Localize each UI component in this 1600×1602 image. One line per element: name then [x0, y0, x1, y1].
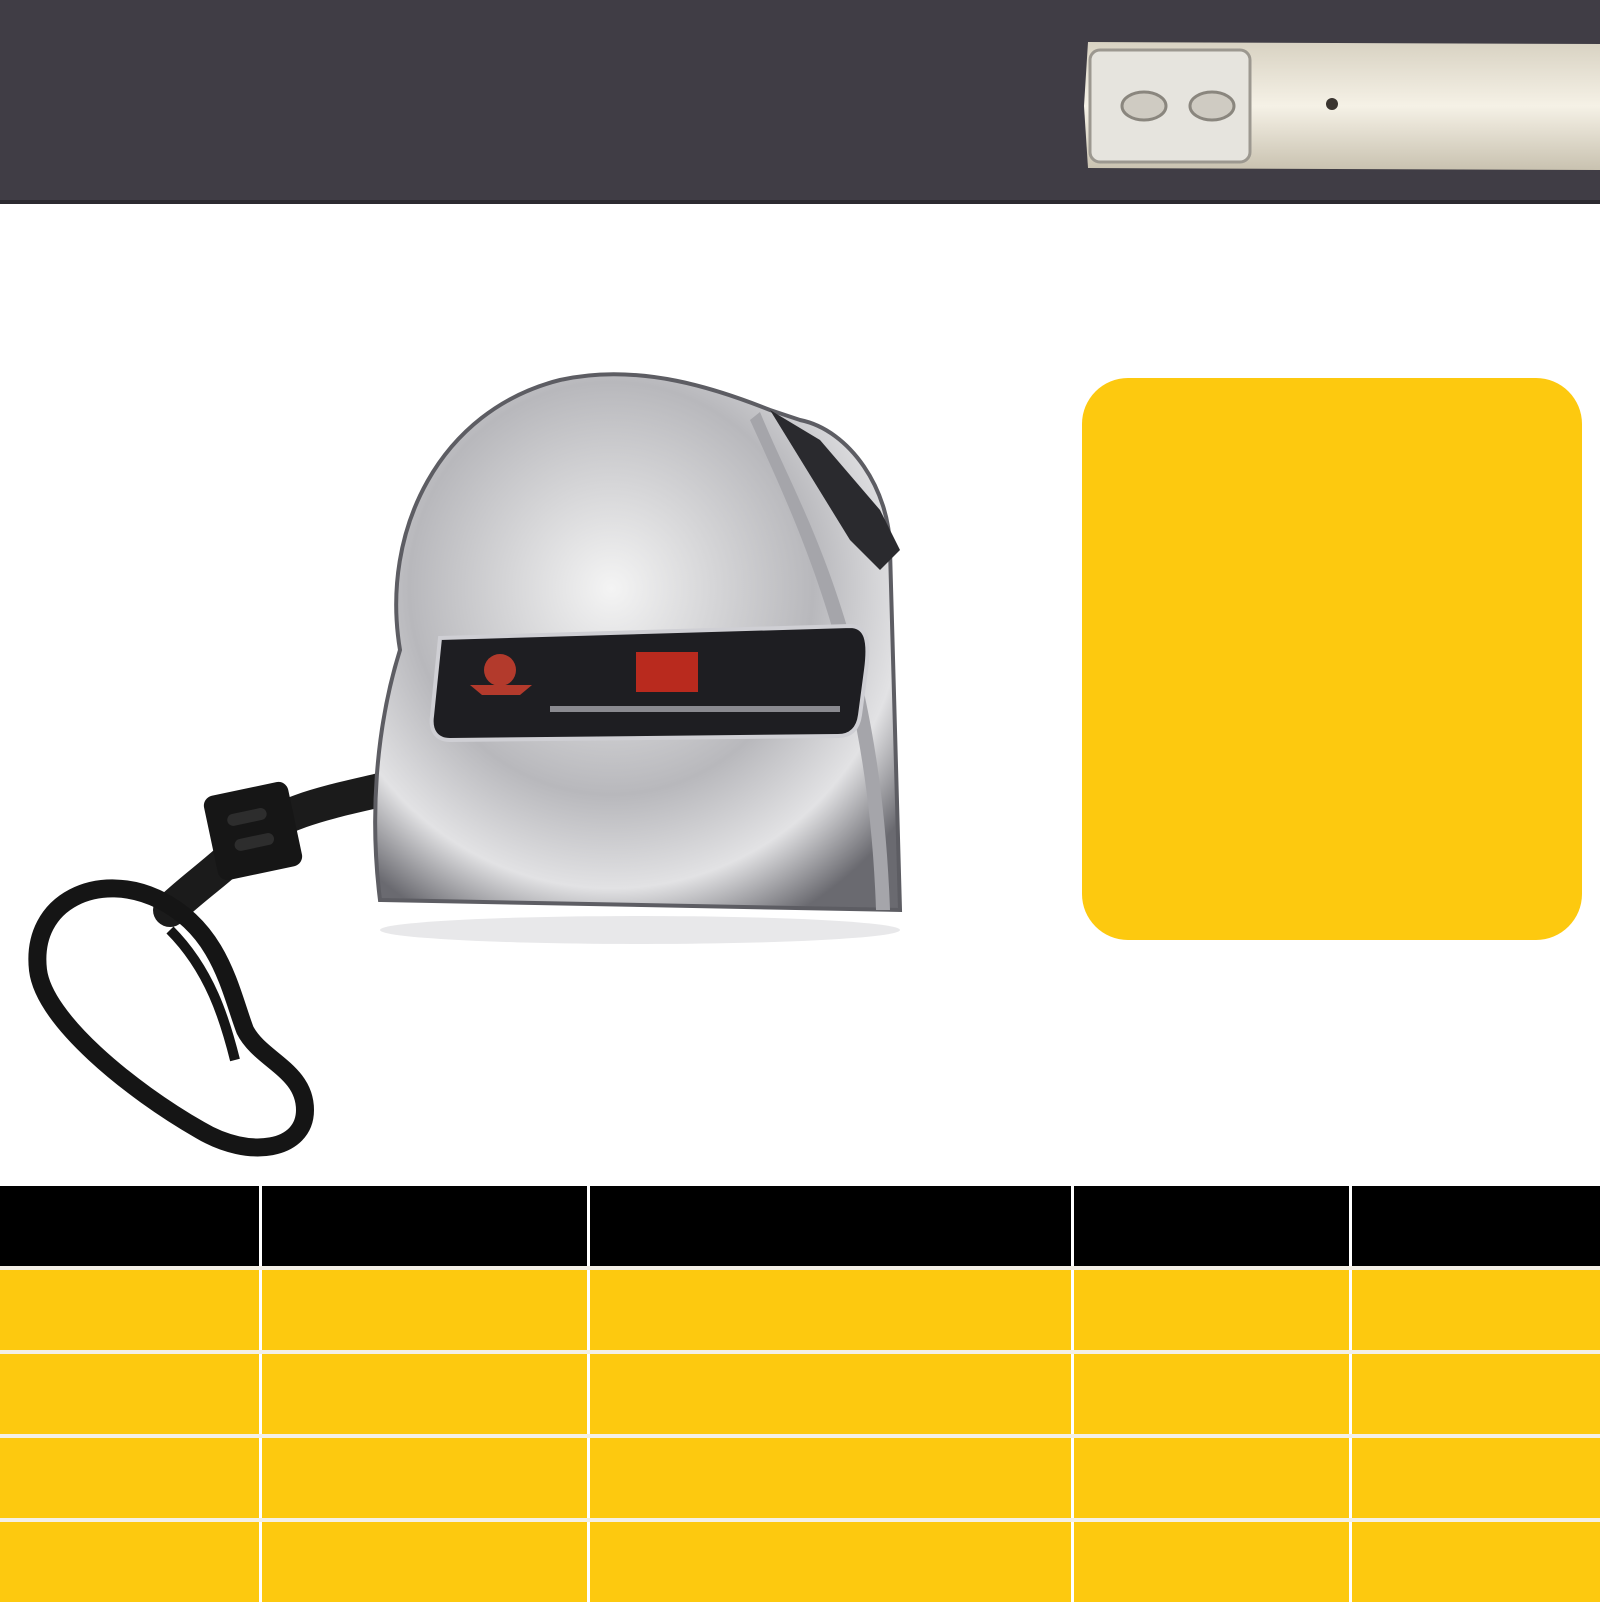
table-cell	[260, 1436, 588, 1520]
table-cell	[0, 1352, 260, 1436]
table-cell	[260, 1268, 588, 1352]
table-cell	[1350, 1268, 1600, 1352]
table-cell	[0, 1436, 260, 1520]
table-cell	[588, 1352, 1072, 1436]
table-row	[0, 1436, 1600, 1520]
column-header-product-weight	[1350, 1186, 1600, 1268]
tape-blade-image	[1084, 36, 1600, 176]
table-header-row	[0, 1186, 1600, 1268]
brand-logo-icon	[484, 654, 516, 686]
table-cell	[1350, 1436, 1600, 1520]
table-cell	[1350, 1352, 1600, 1436]
table-cell	[588, 1520, 1072, 1602]
table-cell	[1072, 1520, 1350, 1602]
table-row	[0, 1352, 1600, 1436]
table-cell	[1072, 1268, 1350, 1352]
spec-table	[0, 1186, 1600, 1602]
table-cell	[0, 1520, 260, 1602]
table-cell	[1350, 1520, 1600, 1602]
feature-panel	[1082, 378, 1582, 940]
table-row	[0, 1268, 1600, 1352]
header-banner	[0, 0, 1600, 204]
table-cell	[1072, 1436, 1350, 1520]
table-cell	[260, 1520, 588, 1602]
column-header-box-gauge	[1072, 1186, 1350, 1268]
table-row	[0, 1520, 1600, 1602]
table-cell	[588, 1436, 1072, 1520]
table-cell	[0, 1268, 260, 1352]
column-header-tape-length	[0, 1186, 260, 1268]
table-cell	[588, 1268, 1072, 1352]
column-header-product-size	[588, 1186, 1072, 1268]
table-cell	[260, 1352, 588, 1436]
table-cell	[1072, 1352, 1350, 1436]
tape-measure-image	[20, 370, 940, 1170]
tape-rivet-icon	[1326, 98, 1338, 110]
column-header-tape-width	[260, 1186, 588, 1268]
